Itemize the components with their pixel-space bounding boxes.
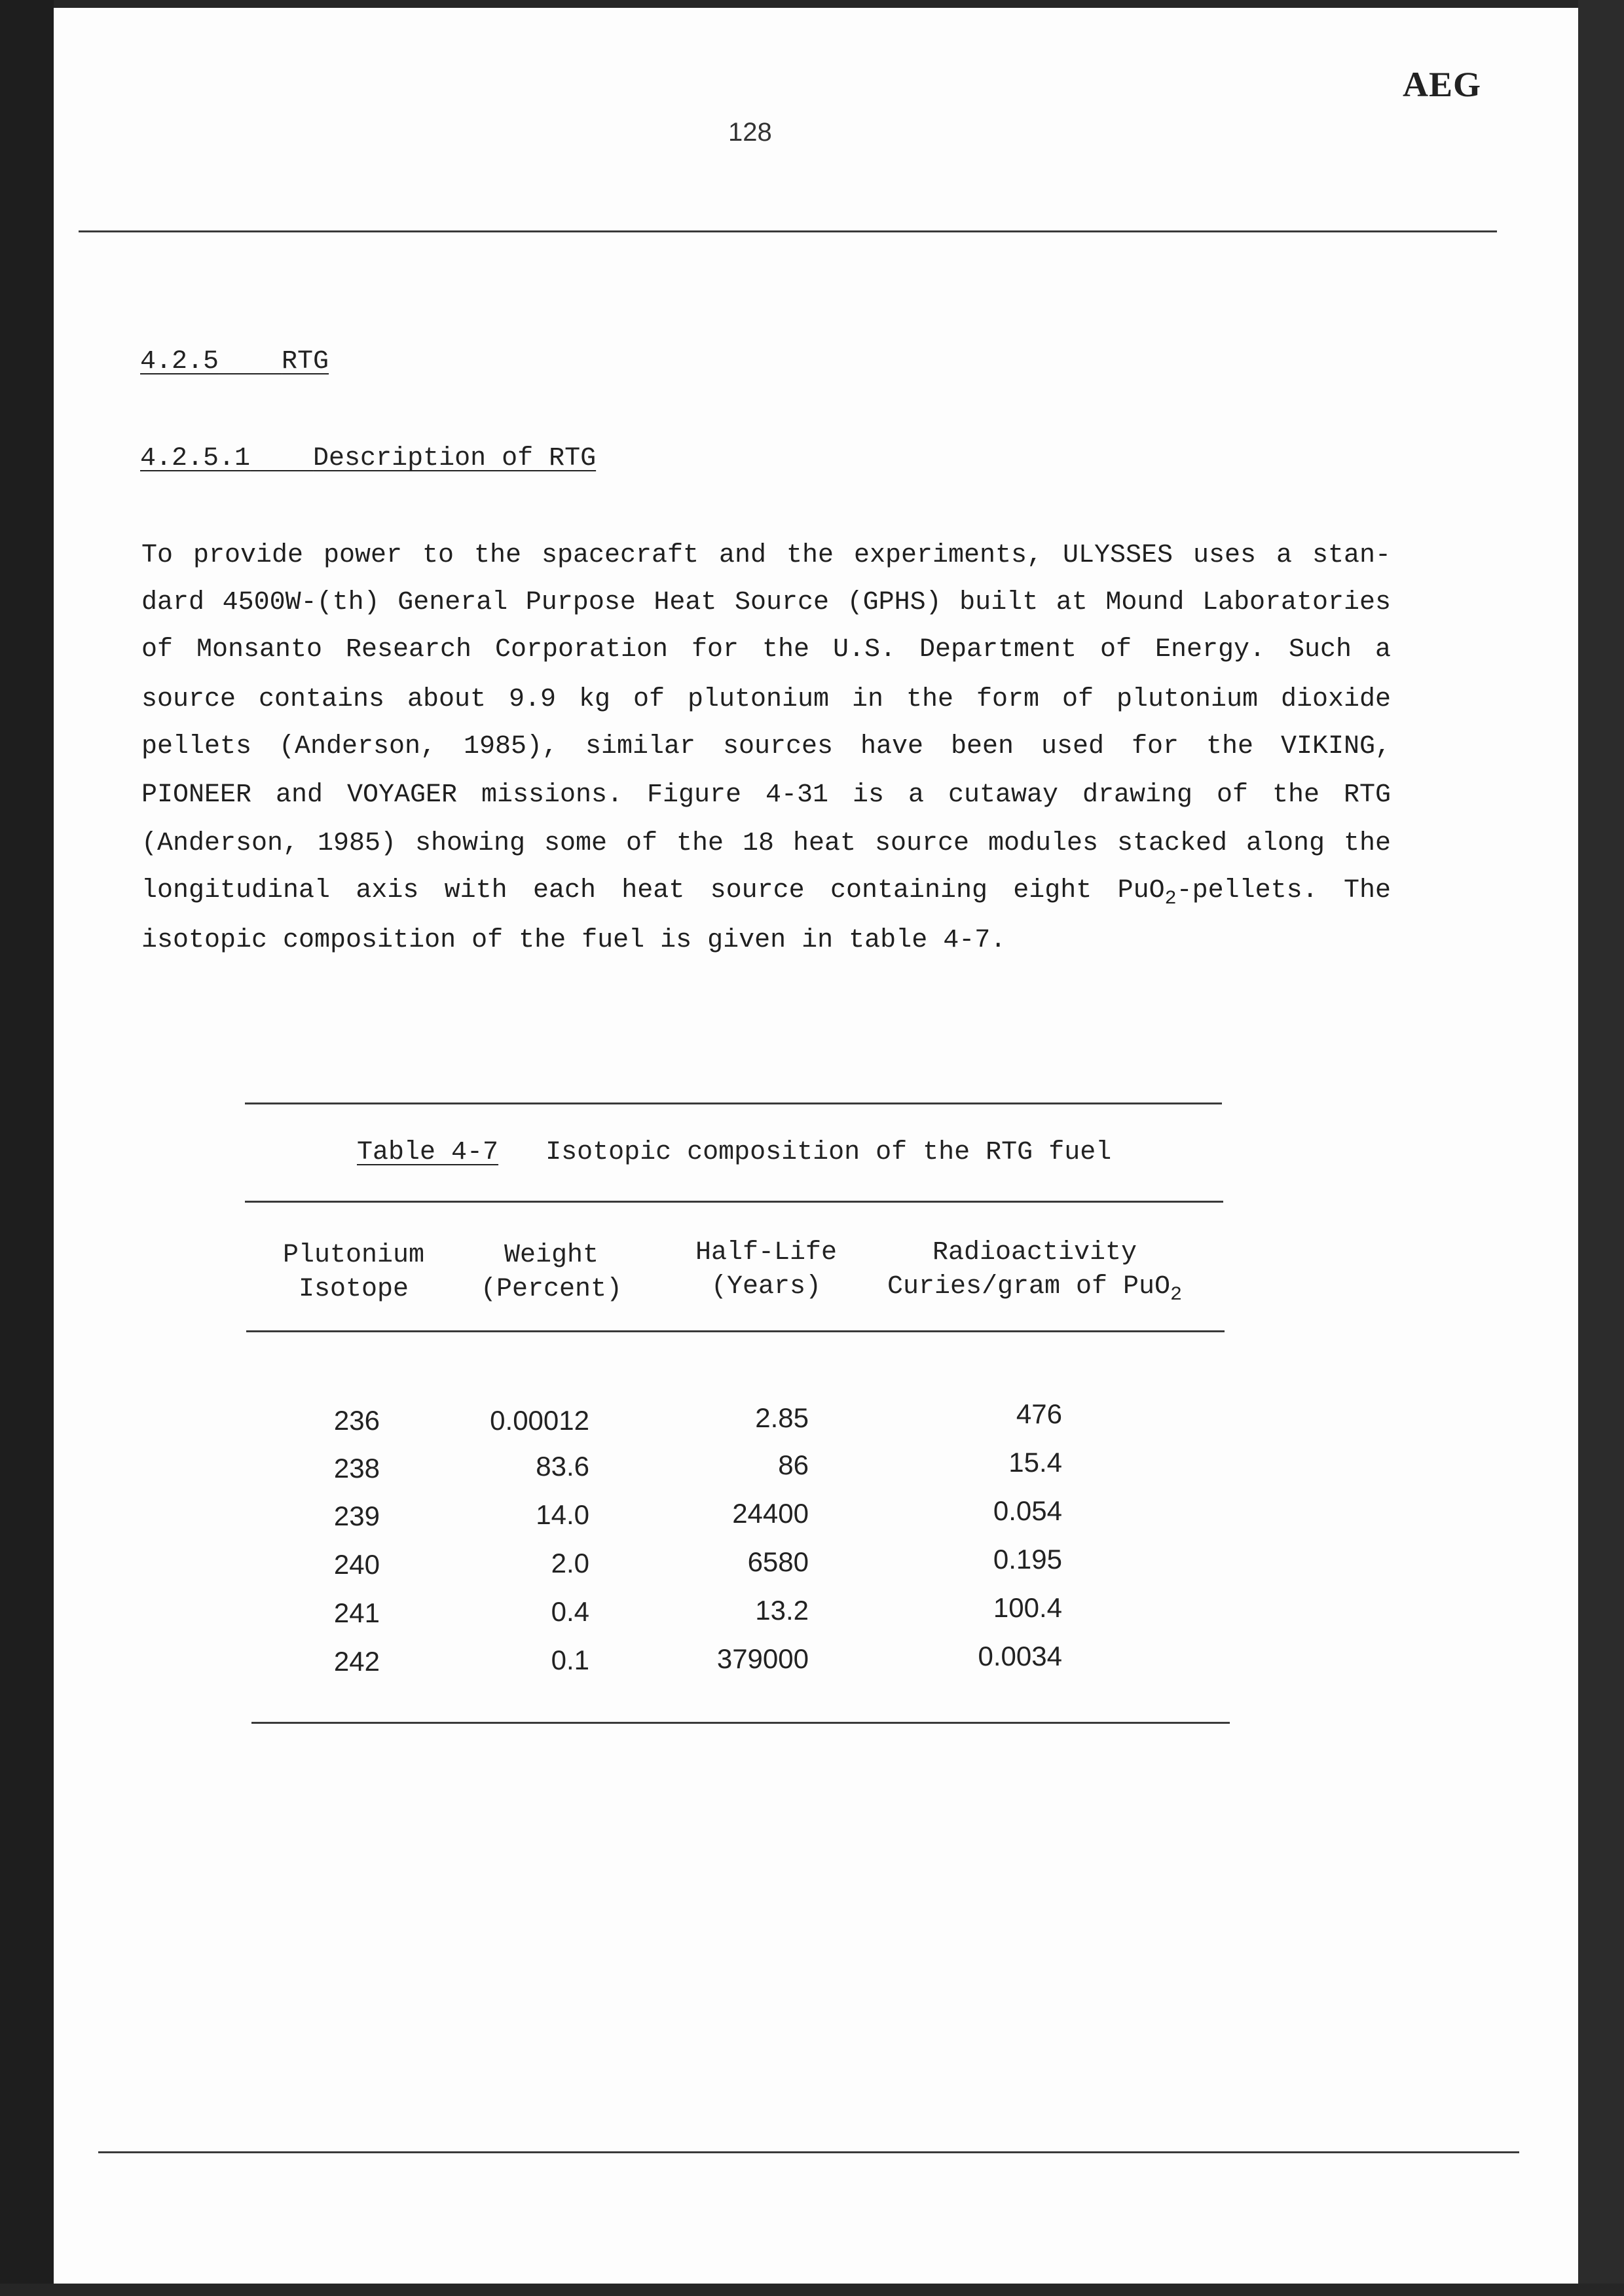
column-header-isotope <box>275 1239 432 1307</box>
column-header-weight-line1: Weight <box>504 1241 599 1270</box>
column-header-radioactivity-unit: Curies/gram of PuO <box>887 1272 1171 1302</box>
scan-border-top <box>0 0 1624 8</box>
scan-border-bottom <box>0 2284 1624 2296</box>
table-cell-radioactivity: 0.0034 <box>978 1641 1062 1671</box>
section-title: RTG <box>282 347 329 376</box>
header-bottom-rule <box>246 1330 1225 1332</box>
scan-border-right <box>1578 0 1624 2296</box>
table-cell-isotope: 242 <box>333 1646 380 1677</box>
paragraph-line-4: source contains about 9.9 kg of plutonium in the form of plutonium dioxide <box>141 685 1391 714</box>
column-header-half-life-line1: Half-Life <box>695 1238 838 1267</box>
table-cell-isotope: 239 <box>333 1501 380 1531</box>
table-top-rule <box>245 1102 1222 1104</box>
paragraph-line-1: To provide power to the spacecraft and the experiments, ULYSSES uses a stan- <box>141 541 1391 570</box>
caption-rule <box>245 1201 1223 1203</box>
table-cell-weight: 0.4 <box>551 1596 589 1627</box>
column-header-isotope-line2: Isotope <box>298 1275 409 1304</box>
company-logo: AEG <box>1403 65 1482 104</box>
table-bottom-rule <box>251 1722 1230 1724</box>
table-cell-isotope: 240 <box>333 1549 380 1580</box>
footer-rule <box>98 2151 1519 2153</box>
table-caption <box>357 1138 1111 1167</box>
column-header-weight <box>466 1239 637 1307</box>
table-cell-isotope: 236 <box>333 1405 380 1436</box>
scan-border-left <box>0 0 54 2296</box>
table-cell-weight: 14.0 <box>536 1499 589 1530</box>
table-cell-radioactivity: 0.195 <box>993 1544 1062 1575</box>
table-cell-weight: 83.6 <box>536 1451 589 1482</box>
column-header-half-life <box>681 1236 851 1304</box>
paragraph-line-8-start: longitudinal axis with each heat source containing eight PuO <box>141 876 1165 905</box>
table-cell-weight: 0.00012 <box>490 1405 589 1436</box>
table-cell-isotope: 241 <box>333 1597 380 1628</box>
paragraph-line-3: of Monsanto Research Corporation for the U.S. Department of Energy. Such a <box>141 635 1391 665</box>
subsection-number: 4.2.5.1 <box>140 444 251 473</box>
table-cell-radioactivity: 15.4 <box>1008 1447 1062 1478</box>
column-header-weight-line2: (Percent) <box>480 1275 623 1304</box>
column-header-radioactivity-subscript: 2 <box>1170 1284 1183 1306</box>
paragraph-line-8-end: -pellets. The <box>1176 876 1391 905</box>
table-cell-radioactivity: 100.4 <box>993 1592 1062 1623</box>
section-heading <box>140 347 329 376</box>
table-label: Table 4-7 <box>357 1138 499 1167</box>
paragraph-line-8 <box>141 876 1391 910</box>
table-cell-half-life: 24400 <box>732 1498 809 1529</box>
paragraph-line-6: PIONEER and VOYAGER missions. Figure 4-31 is a cutaway drawing of the RTG <box>141 780 1391 810</box>
paragraph-line-9: isotopic composition of the fuel is given in table 4-7. <box>141 926 1006 955</box>
column-header-radioactivity-line1: Radioactivity <box>932 1238 1137 1267</box>
table-cell-isotope: 238 <box>333 1453 380 1484</box>
table-cell-half-life: 6580 <box>747 1546 809 1577</box>
table-cell-radioactivity: 476 <box>1016 1398 1062 1429</box>
subsection-heading <box>140 444 596 473</box>
section-number: 4.2.5 <box>140 347 219 376</box>
table-cell-half-life: 13.2 <box>755 1595 809 1626</box>
table-caption-text: Isotopic composition of the RTG fuel <box>545 1138 1112 1167</box>
paragraph-line-8-subscript: 2 <box>1164 888 1177 910</box>
table-cell-weight: 2.0 <box>551 1548 589 1578</box>
column-header-radioactivity <box>877 1236 1192 1312</box>
table-cell-half-life: 86 <box>778 1449 809 1480</box>
table-cell-half-life: 2.85 <box>755 1402 809 1433</box>
paragraph-line-7: (Anderson, 1985) showing some of the 18 heat source modules stacked along the <box>141 829 1391 858</box>
paragraph-line-5: pellets (Anderson, 1985), similar sources have been used for the VIKING, <box>141 732 1391 761</box>
table-cell-weight: 0.1 <box>551 1645 589 1675</box>
subsection-title: Description of RTG <box>313 444 597 473</box>
table-cell-half-life: 379000 <box>716 1643 809 1674</box>
paragraph-line-2: dard 4500W-(th) General Purpose Heat Source (GPHS) built at Mound Laboratories <box>141 588 1391 617</box>
column-header-isotope-line1: Plutonium <box>282 1241 425 1270</box>
column-header-radioactivity-line2 <box>877 1270 1192 1312</box>
table-cell-radioactivity: 0.054 <box>993 1495 1062 1526</box>
page-number: 128 <box>728 118 772 147</box>
header-rule <box>79 230 1497 232</box>
column-header-half-life-line2: (Years) <box>710 1272 822 1302</box>
